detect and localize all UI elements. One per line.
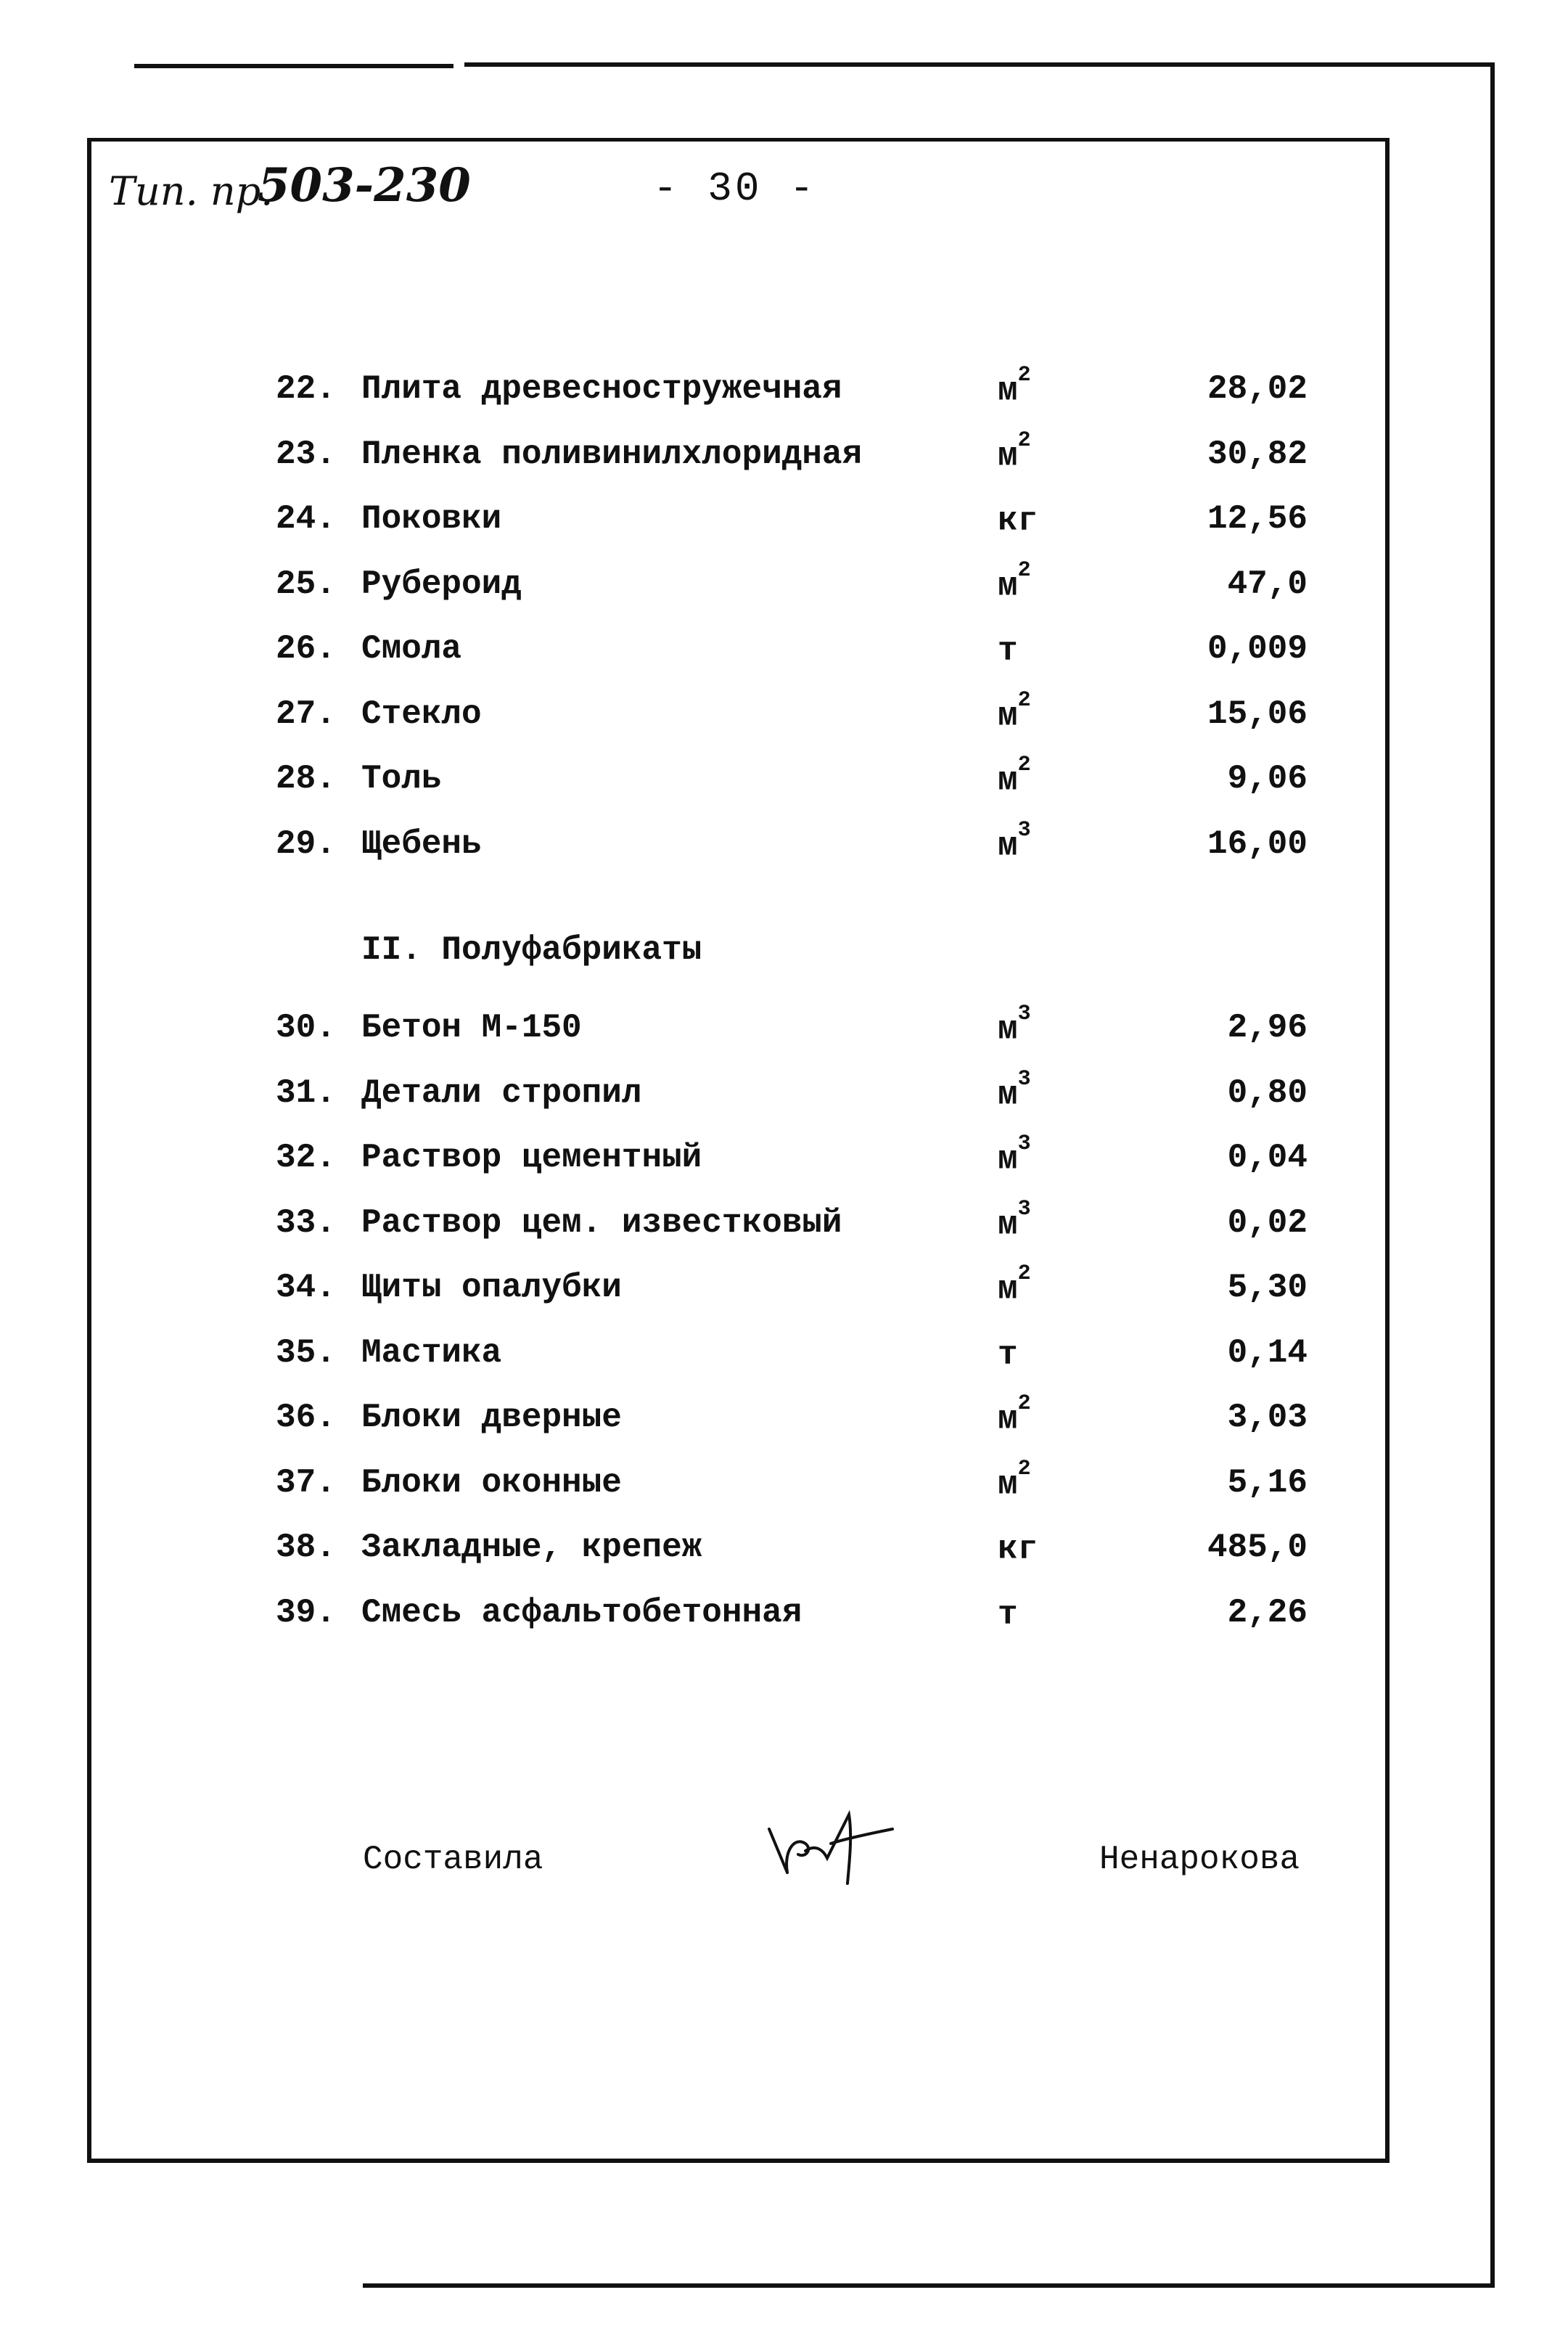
list-item — [276, 1456, 1321, 1515]
item-unit: $м^3$ — [998, 1196, 1031, 1243]
item-unit: $м^3$ — [998, 1066, 1031, 1113]
top-border-line-left — [134, 64, 453, 68]
item-unit: $м^2$ — [998, 428, 1031, 475]
item-quantity: 5,16 — [1227, 1463, 1308, 1502]
item-quantity: 5,30 — [1227, 1269, 1308, 1306]
item-quantity: 30,82 — [1207, 435, 1308, 473]
item-number: 22. — [276, 370, 336, 408]
item-name: Закладные, крепеж — [361, 1529, 702, 1566]
section-title: II. Полуфабрикаты — [361, 931, 702, 969]
list-item — [276, 630, 1321, 681]
unit-exponent: 3 — [1017, 1066, 1031, 1092]
item-name: Стекло — [361, 695, 482, 733]
item-number: 25. — [276, 565, 336, 603]
item-name: Щиты опалубки — [361, 1269, 622, 1306]
item-quantity: 2,96 — [1227, 1009, 1308, 1047]
item-number: 29. — [276, 825, 336, 863]
list-item — [276, 1334, 1321, 1385]
top-border-line-right — [464, 62, 1495, 67]
unit-exponent: 2 — [1017, 1391, 1031, 1416]
unit-exponent: 2 — [1017, 1261, 1031, 1286]
unit-exponent: 2 — [1017, 557, 1031, 583]
compiler-surname: Ненарокова — [1099, 1841, 1300, 1878]
item-unit: $м^2$ — [998, 557, 1031, 605]
item-quantity: 9,06 — [1227, 760, 1308, 798]
item-number: 31. — [276, 1073, 336, 1112]
list-item — [276, 1594, 1321, 1645]
list-item — [276, 1066, 1321, 1125]
item-number: 35. — [276, 1333, 336, 1372]
item-unit: т — [998, 1335, 1018, 1373]
list-item — [276, 817, 1321, 876]
signature — [755, 1793, 900, 1887]
item-quantity: 3,03 — [1227, 1399, 1308, 1436]
item-name: Поковки — [361, 500, 502, 538]
item-quantity: 0,14 — [1227, 1333, 1308, 1372]
item-unit: $м^3$ — [998, 1132, 1031, 1179]
item-unit: $м^2$ — [998, 1456, 1031, 1503]
unit-exponent: 2 — [1017, 753, 1031, 777]
item-number: 39. — [276, 1593, 336, 1632]
item-number: 26. — [276, 630, 336, 668]
unit-exponent: 3 — [1017, 817, 1031, 843]
right-border-line — [1490, 62, 1495, 2288]
item-name: Раствор цем. известковый — [361, 1203, 842, 1242]
item-name: Плита древесностружечная — [361, 370, 842, 408]
item-quantity: 0,04 — [1227, 1139, 1308, 1177]
list-item — [276, 1261, 1321, 1320]
item-name: Раствор цементный — [361, 1139, 702, 1177]
item-name: Мастика — [361, 1333, 502, 1372]
list-item — [276, 557, 1321, 616]
list-item — [276, 363, 1321, 421]
unit-exponent: 2 — [1017, 363, 1031, 388]
item-unit: $м^2$ — [998, 363, 1031, 410]
list-item — [276, 687, 1321, 746]
list-item — [276, 500, 1321, 551]
item-name: Бетон М-150 — [361, 1009, 582, 1047]
item-quantity: 485,0 — [1207, 1529, 1308, 1566]
item-name: Щебень — [361, 825, 482, 863]
item-quantity: 2,26 — [1227, 1593, 1308, 1632]
item-number: 24. — [276, 500, 336, 538]
item-unit: т — [998, 1595, 1018, 1633]
item-unit: $м^2$ — [998, 753, 1031, 800]
list-item — [276, 428, 1321, 486]
list-item — [276, 1391, 1321, 1449]
list-item — [276, 1002, 1321, 1060]
page-number: - 30 - — [653, 165, 817, 212]
item-number: 30. — [276, 1009, 336, 1047]
item-number: 37. — [276, 1463, 336, 1502]
item-unit: $м^2$ — [998, 1261, 1031, 1309]
item-quantity: 16,00 — [1207, 825, 1308, 863]
item-name: Смесь асфальтобетонная — [361, 1593, 803, 1632]
unit-exponent: 2 — [1017, 428, 1031, 453]
item-number: 38. — [276, 1529, 336, 1566]
list-item — [276, 1529, 1321, 1579]
item-unit: кг — [998, 502, 1038, 540]
list-item — [276, 1132, 1321, 1190]
item-number: 36. — [276, 1399, 336, 1436]
bottom-border-line — [363, 2283, 1495, 2288]
item-number: 28. — [276, 760, 336, 798]
item-quantity: 0,80 — [1227, 1073, 1308, 1112]
list-item — [276, 1196, 1321, 1255]
item-name: Толь — [361, 760, 442, 798]
item-quantity: 28,02 — [1207, 370, 1308, 408]
item-name: Блоки дверные — [361, 1399, 622, 1436]
compiled-by-label: Составила — [363, 1841, 543, 1878]
header-label: Тип. пр. — [109, 168, 274, 214]
item-number: 34. — [276, 1269, 336, 1306]
item-unit: кг — [998, 1530, 1038, 1568]
item-unit: $м^3$ — [998, 817, 1031, 864]
item-unit: $м^3$ — [998, 1002, 1031, 1049]
item-quantity: 0,02 — [1227, 1203, 1308, 1242]
item-number: 33. — [276, 1203, 336, 1242]
unit-exponent: 2 — [1017, 1456, 1031, 1481]
item-quantity: 12,56 — [1207, 500, 1308, 538]
item-quantity: 47,0 — [1227, 565, 1308, 603]
item-quantity: 15,06 — [1207, 695, 1308, 733]
item-quantity: 0,009 — [1207, 630, 1308, 668]
unit-exponent: 3 — [1017, 1132, 1031, 1156]
item-name: Детали стропил — [361, 1073, 642, 1112]
item-name: Рубероид — [361, 565, 522, 603]
item-name: Пленка поливинилхлоридная — [361, 435, 863, 473]
unit-exponent: 3 — [1017, 1002, 1031, 1026]
unit-exponent: 2 — [1017, 687, 1031, 713]
item-unit: $м^2$ — [998, 1391, 1031, 1439]
item-number: 23. — [276, 435, 336, 473]
list-item — [276, 753, 1321, 811]
item-unit: т — [998, 631, 1018, 670]
item-name: Блоки оконные — [361, 1463, 622, 1502]
header-project-number: 503-230 — [258, 158, 471, 213]
item-number: 27. — [276, 695, 336, 733]
item-unit: $м^2$ — [998, 687, 1031, 735]
unit-exponent: 3 — [1017, 1196, 1031, 1222]
item-name: Смола — [361, 630, 462, 668]
item-number: 32. — [276, 1139, 336, 1177]
